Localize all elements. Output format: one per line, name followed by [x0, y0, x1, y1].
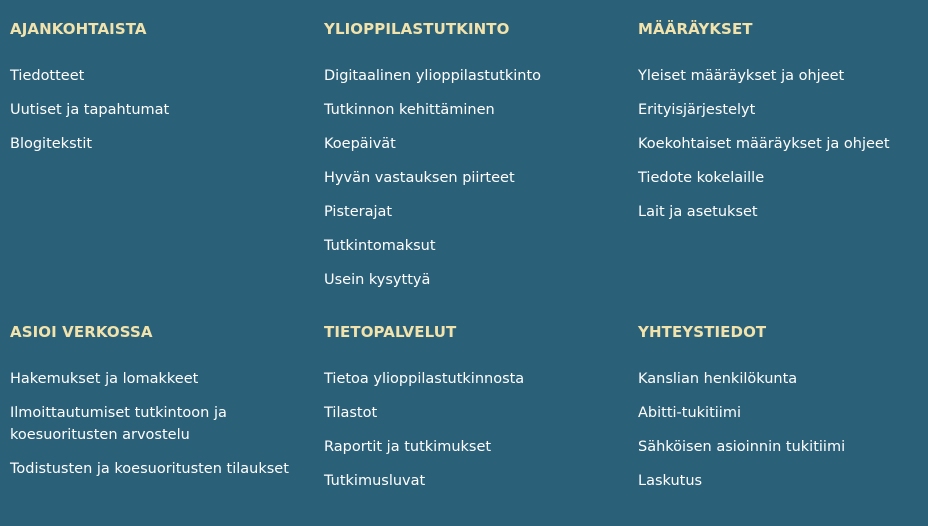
footer-link-tiedotteet[interactable] [10, 65, 169, 87]
footer-link-erityisjarjestelyt[interactable] [638, 99, 890, 121]
footer-link-koepaivat[interactable] [324, 133, 541, 155]
footer-link-tilastot[interactable] [324, 402, 524, 424]
footer-link-usein-kysyttya[interactable] [324, 269, 541, 291]
section-link-list [324, 368, 524, 504]
footer-link-kehittaminen[interactable] [324, 99, 541, 121]
footer-link-label[interactable]: Raportit ja tutkimukset [324, 439, 492, 455]
footer-link-label[interactable]: Tiedote kokelaille [638, 170, 765, 186]
footer-link-label[interactable]: Hakemukset ja lomakkeet [10, 371, 199, 387]
section-heading: ASIOI VERKOSSA [10, 323, 153, 341]
footer-link-label[interactable]: Erityisjärjestelyt [638, 102, 756, 118]
footer-link-hyvan-vastauksen[interactable] [324, 167, 541, 189]
section-heading: TIETOPALVELUT [324, 323, 457, 341]
footer-link-label[interactable]: Tutkimusluvat [324, 473, 426, 489]
footer-link-digitaalinen[interactable] [324, 65, 541, 87]
footer-link-label[interactable]: Ilmoittautumiset tutkintoon ja koesuoritusten arvostelu [10, 405, 227, 443]
footer-link-label[interactable]: Yleiset määräykset ja ohjeet [638, 68, 845, 84]
footer-link-raportit[interactable] [324, 436, 524, 458]
footer-link-label[interactable]: Koepäivät [324, 136, 396, 152]
footer-link-label[interactable]: Tiedotteet [10, 68, 85, 84]
footer-link-laskutus[interactable] [638, 470, 845, 492]
footer-link-tutkintomaksut[interactable] [324, 235, 541, 257]
footer-link-tutkimusluvat[interactable] [324, 470, 524, 492]
footer-link-todistusten-tilaukset[interactable] [10, 458, 289, 480]
footer-link-kanslian-henkilokunta[interactable] [638, 368, 845, 390]
footer-link-label[interactable]: Abitti-tukitiimi [638, 405, 741, 421]
footer-link-lait-ja-asetukset[interactable] [638, 201, 890, 223]
section-link-list [10, 65, 169, 167]
footer-link-koekohtaiset[interactable] [638, 133, 890, 155]
footer-link-blogitekstit[interactable] [10, 133, 169, 155]
footer-link-label[interactable]: Tutkintomaksut [324, 238, 436, 254]
footer-link-uutiset[interactable] [10, 99, 169, 121]
footer-link-label[interactable]: Usein kysyttyä [324, 272, 431, 288]
footer-link-label[interactable]: Koekohtaiset määräykset ja ohjeet [638, 136, 890, 152]
section-link-list [10, 368, 289, 492]
footer-link-label[interactable]: Tietoa ylioppilastutkinnosta [324, 371, 525, 387]
footer-link-label[interactable]: Tilastot [324, 405, 378, 421]
footer-link-label[interactable]: Blogitekstit [10, 136, 93, 152]
footer-link-pisterajat[interactable] [324, 201, 541, 223]
footer-link-label[interactable]: Laskutus [638, 473, 703, 489]
section-heading: AJANKOHTAISTA [10, 20, 147, 38]
footer-link-tietoa[interactable] [324, 368, 524, 390]
footer-link-label[interactable]: Kanslian henkilökunta [638, 371, 798, 387]
footer-link-label[interactable]: Uutiset ja tapahtumat [10, 102, 170, 118]
section-heading: YLIOPPILASTUTKINTO [324, 20, 510, 38]
footer-link-label[interactable]: Hyvän vastauksen piirteet [324, 170, 515, 186]
section-link-list [324, 65, 541, 303]
section-link-list [638, 65, 890, 235]
footer-link-sahkoisen-asioinnin[interactable] [638, 436, 845, 458]
footer-link-hakemukset[interactable] [10, 368, 289, 390]
footer-link-abitti-tukitiimi[interactable] [638, 402, 845, 424]
section-heading: MÄÄRÄYKSET [638, 20, 753, 38]
footer-link-yleiset-maaraykset[interactable] [638, 65, 890, 87]
footer-link-label[interactable]: Digitaalinen ylioppilastutkinto [324, 68, 541, 84]
section-link-list [638, 368, 845, 504]
footer-link-tiedote-kokelaille[interactable] [638, 167, 890, 189]
footer-link-label[interactable]: Tutkinnon kehittäminen [324, 102, 495, 118]
footer-link-ilmoittautumiset[interactable] [10, 402, 250, 446]
section-heading: YHTEYSTIEDOT [638, 323, 767, 341]
footer-link-label[interactable]: Todistusten ja koesuoritusten tilaukset [10, 461, 289, 477]
footer-link-label[interactable]: Lait ja asetukset [638, 204, 758, 220]
footer-link-label[interactable]: Pisterajat [324, 204, 393, 220]
footer-link-label[interactable]: Sähköisen asioinnin tukitiimi [638, 439, 846, 455]
